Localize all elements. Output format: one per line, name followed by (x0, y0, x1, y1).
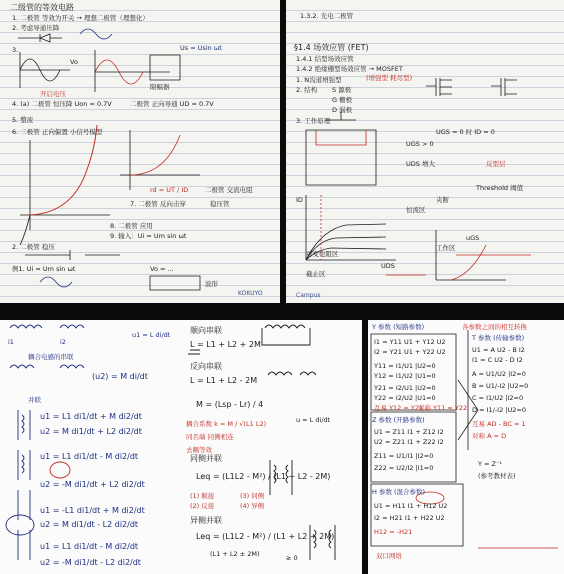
note-line: Leq = (L1L2 - M²) / (L1 + L2 - 2M) (196, 472, 331, 481)
note-line: C = I1/U2 |I2=0 (472, 394, 524, 402)
notebook-page-fet (286, 0, 564, 303)
note-line: §1.4 场效应管 (FET) (294, 43, 369, 52)
note-line: 6. 二极管 正向偏置 小信号模型 (12, 128, 103, 136)
note-line: u1 = L1 di1/dt + M di2/dt (40, 412, 142, 421)
note-line: I2 = Y21 U1 + Y22 U2 (374, 348, 446, 356)
note-line: 1.4.1 结型场效应管 (296, 55, 354, 63)
note-line: u1 = L di/dt (132, 331, 171, 339)
note-line: 7. 二极管 反向击穿 (130, 200, 186, 208)
note-line: 限幅器 (150, 83, 170, 91)
note-line: u1 = L1 di1/dt - M di2/dt (40, 452, 139, 461)
note-line: 并联 (28, 396, 41, 404)
note-line: 恒流区 (406, 206, 426, 214)
note-line: 稳压管 (210, 200, 230, 208)
note-line: UDS 增大 (406, 160, 435, 168)
note-line: L = L1 + L2 - 2M (190, 376, 258, 385)
note-line: 可变电阻区 (306, 250, 339, 258)
note-line: U1 = A U2 - B I2 (472, 346, 525, 354)
note-line: 反向串联 (190, 362, 222, 371)
note-line: u1 = -L1 di1/dt + M di2/dt (40, 506, 145, 515)
notebook-page-diode (0, 0, 280, 303)
note-line: Us = Usin ωt (180, 44, 222, 52)
note-line: 互易 Y12 = Y21 (374, 404, 424, 412)
note-line: (3) 同侧 (240, 492, 265, 500)
note-line: u2 = -M di1/dt - L2 di2/dt (40, 558, 141, 567)
note-line: Y21 = I2/U1 |U2=0 (374, 384, 436, 392)
note-line: D = I1/-I2 |U2=0 (472, 406, 526, 414)
note-line: U1 = Z11 I1 + Z12 I2 (374, 428, 444, 436)
note-line: Threshold 阈值 (476, 184, 524, 192)
note-line: 顺向串联 (190, 326, 222, 335)
note-line: uGS (466, 234, 480, 242)
note-line: 2. 二极管 稳压 (12, 243, 55, 251)
note-line: 各参数之间的相互转换 (462, 323, 527, 331)
note-line: I1 = C U2 - D I2 (472, 356, 523, 364)
note-line: 二极管 正向导通 UD = 0.7V (130, 100, 214, 108)
note-line: 1.3.2. 光电二极管 (300, 12, 354, 20)
note-line: 截止区 (306, 270, 326, 278)
note-line: M = (Lsp - Lr) / 4 (196, 400, 264, 409)
note-line: i1 (8, 338, 14, 346)
note-line: 5. 整流 (12, 116, 34, 124)
note-line: Y11 = I1/U1 |U2=0 (374, 362, 436, 370)
note-line: 去耦等效 (186, 446, 212, 454)
note-line: Vo (70, 58, 78, 66)
note-line: (增强型 耗尽型) (366, 74, 413, 82)
note-line: 二极管 交流电阻 (205, 186, 253, 194)
note-line: U2 = Z21 I1 + Z22 I2 (374, 438, 444, 446)
note-line: 对称 Y11 = Y22 (418, 404, 468, 412)
note-line: 夹断 (436, 196, 449, 204)
note-line: 耦合电感的串联 (28, 353, 74, 361)
note-line: 1. N沟道增强型 (296, 76, 342, 84)
note-line: H 参数 (混合参数) (372, 488, 426, 496)
note-line: Y22 = I2/U2 |U1=0 (374, 394, 436, 402)
note-line: 互易 AD - BC = 1 (472, 420, 526, 428)
note-line: 1.4.2 绝缘栅型场效应管 → MOSFET (296, 65, 403, 73)
note-line: Z22 = U2/I2 |I1=0 (374, 464, 434, 472)
sheet-two-port-parameters (368, 320, 564, 574)
note-line: H12 = -H21 (374, 528, 413, 536)
note-line: D 漏极 (332, 106, 353, 114)
note-line: Z11 = U1/I1 |I2=0 (374, 452, 434, 460)
note-line: 8. 二极管 应用 (110, 222, 153, 230)
note-line: Leq = (L1L2 - M²) / (L1 + L2 + 2M) (196, 532, 335, 541)
note-line: 双口网络 (376, 552, 402, 560)
note-line: u2 = M di1/dt + L2 di2/dt (40, 427, 142, 436)
photo-gap (0, 303, 564, 320)
note-line: 同侧并联 (190, 454, 222, 463)
note-line: 异侧并联 (190, 516, 222, 525)
note-line: 2. 考虑导通压降 (12, 24, 60, 32)
note-line: 例1. Ui = Um sin ωt (12, 265, 76, 273)
note-line: Y 参数 (短路参数) (372, 323, 425, 331)
note-line: 同名端 同侧相连 (186, 433, 234, 441)
note-line: 1. 二极管 等效为开关 → 理想二极管（理想化） (12, 14, 149, 22)
note-line: 反型层 (486, 160, 506, 168)
note-line: L = L1 + L2 + 2M (190, 340, 261, 349)
note-line: S 源极 (332, 86, 352, 94)
note-line: Z 参数 (开路参数) (372, 416, 425, 424)
note-line: ID (296, 196, 303, 204)
note-line: UDS (381, 262, 395, 270)
note-line: I2 = H21 I1 + H22 U2 (374, 514, 445, 522)
note-line: 2. 结构 (296, 86, 318, 94)
handwritten-diagrams (0, 0, 280, 303)
note-line: U1 = H11 I1 + H12 U2 (374, 502, 448, 510)
note-line: Y = Z⁻¹ (478, 460, 503, 468)
note-line: UGS > 0 (406, 140, 434, 148)
note-line: Vo = ... (150, 265, 174, 273)
note-line: 9. 输入：Ui = Um sin ωt (110, 232, 187, 240)
note-line: 3. (12, 46, 19, 54)
note-line: (2) 反接 (190, 502, 215, 510)
note-line: u = L di/dt (296, 416, 331, 424)
note-line: G 栅极 (332, 96, 353, 104)
sheet-coupled-inductors (0, 320, 362, 574)
note-line: (1) 顺接 (190, 492, 215, 500)
note-line: rd = UT / ID (150, 186, 189, 194)
note-line: 波形 (205, 280, 218, 288)
note-line: A = U1/U2 |I2=0 (472, 370, 526, 378)
note-line: (u2) = M di/dt (92, 372, 148, 381)
note-line: 3. 工作原理 (296, 117, 331, 125)
note-line: UGS = 0 时 ID = 0 (436, 128, 495, 136)
note-line: u1 = L1 di1/dt - M di2/dt (40, 542, 139, 551)
note-line: u2 = -M di1/dt + L2 di2/dt (40, 480, 145, 489)
note-line: (参考教材表) (478, 472, 516, 480)
note-line: T 参数 (传输参数) (472, 334, 525, 342)
note-line: 4. (a) 二极管 恒压降 Uon = 0.7V (12, 100, 112, 108)
note-line: B = U1/-I2 |U2=0 (472, 382, 529, 390)
notebook-brand-logo: KOKUYO (238, 290, 263, 297)
note-line: 耦合系数 k = M / √(L1 L2) (186, 420, 267, 428)
note-line: u2 = M di1/dt - L2 di2/dt (40, 520, 139, 529)
note-line: 二级管的等效电路 (10, 3, 74, 12)
note-line: 对称 A = D (472, 432, 507, 440)
note-line: I1 = Y11 U1 + Y12 U2 (374, 338, 446, 346)
note-line: (4) 异侧 (240, 502, 265, 510)
note-line: 工作区 (436, 244, 456, 252)
note-line: ≥ 0 (286, 554, 298, 562)
note-line: 开启电压 (40, 90, 66, 98)
notebook-brand-logo: Campus (296, 292, 321, 299)
note-line: (L1 + L2 ± 2M) (210, 550, 260, 558)
note-line: Y12 = I1/U2 |U1=0 (374, 372, 436, 380)
note-line: i2 (60, 338, 66, 346)
